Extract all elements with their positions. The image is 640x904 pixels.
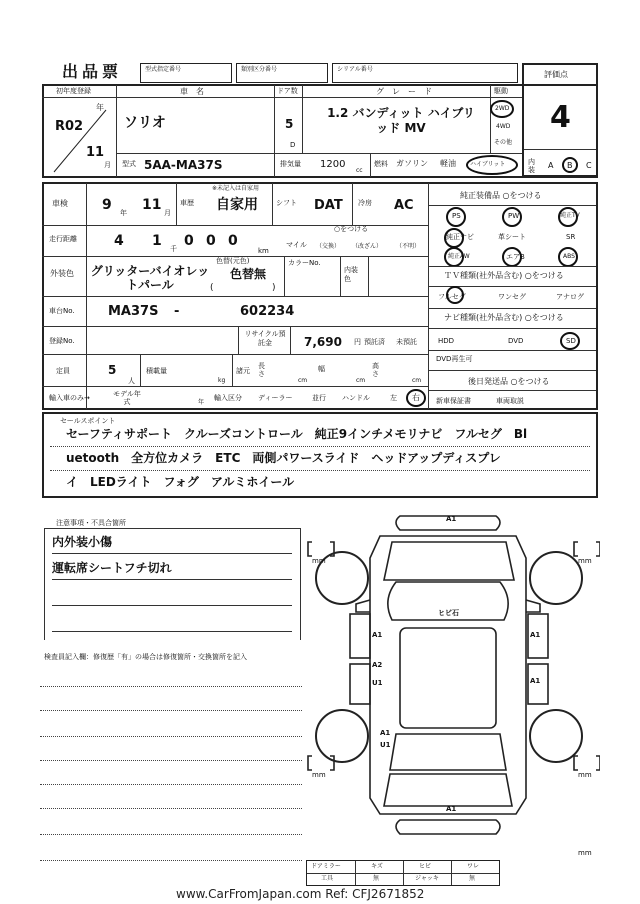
- tv-fullseg: フルセグ: [438, 293, 466, 301]
- load-label: 積載量: [146, 367, 167, 375]
- navi-hdd: HDD: [438, 337, 455, 345]
- mileage-label: 走行距離: [49, 235, 77, 243]
- int-color-label: 内装色: [344, 266, 358, 283]
- mileage-digit: 1: [152, 233, 162, 249]
- drive-2wd: 2WD: [495, 105, 510, 112]
- model-cert-box: [140, 63, 232, 83]
- navi-dvd: DVD: [508, 337, 524, 345]
- interior-a: A: [548, 161, 554, 170]
- inspection-year: 9: [102, 197, 112, 213]
- import-label: 輸入車のみ→: [49, 394, 90, 402]
- fuel-label: 燃料: [374, 160, 388, 168]
- length-label: 長さ: [258, 362, 265, 378]
- inspection-month-unit: 月: [164, 209, 171, 217]
- usage-value: 自家用: [216, 197, 258, 213]
- height-label: 高さ: [372, 362, 379, 378]
- damage-mark: ヒビ石: [438, 609, 459, 617]
- mileage-digit: 0: [228, 233, 238, 249]
- damage-mark: A1: [380, 729, 391, 737]
- chassis-dash: -: [174, 304, 180, 319]
- ac-value: AC: [394, 198, 414, 213]
- inspection-year-unit: 年: [120, 209, 127, 217]
- first-reg-month: 11: [86, 145, 105, 160]
- later-title: 後日発送品 ○をつける: [468, 377, 550, 386]
- equip-aw: 純正AW: [448, 253, 470, 260]
- grade-points-label: 評価点: [544, 70, 568, 79]
- shift-value: DAT: [314, 198, 343, 213]
- equip-navi-circle: [444, 228, 464, 248]
- equip-leather: 革シート: [498, 233, 526, 241]
- capacity-unit: 人: [128, 377, 135, 385]
- grade-value: 1.2 バンディット ハイブリッド MV: [327, 106, 475, 135]
- mileage-exchange: （交換）: [316, 243, 341, 250]
- fuel-hybrid: ハイブリット: [470, 161, 506, 168]
- legend-scratch: キズ: [371, 863, 383, 870]
- recycle-yen: 円: [354, 338, 361, 346]
- fuel-gas: ガソリン: [396, 159, 428, 168]
- reg-no-label: 登録No.: [49, 337, 75, 345]
- navi-sd: SD: [566, 337, 576, 345]
- legend-tool: 工具: [321, 875, 334, 882]
- mm-label: mm: [578, 557, 592, 565]
- handle-left: 左: [390, 394, 397, 402]
- interior-b-circle: [562, 157, 578, 173]
- legend-mirror: ドアミラー: [311, 863, 341, 870]
- recycle-value: 7,690: [304, 335, 342, 349]
- mileage-digit: 0: [184, 233, 194, 249]
- equip-tv-circle: [558, 207, 578, 227]
- equip-aw-circle: [444, 247, 464, 267]
- load-kg: kg: [218, 377, 226, 384]
- vehicle-name: ソリオ: [124, 115, 166, 131]
- model-label: 型式: [122, 160, 136, 168]
- equip-airbag-circle: [502, 247, 522, 267]
- ac-label: 冷房: [358, 199, 372, 207]
- displacement-value: 1200: [320, 159, 346, 170]
- capacity-value: 5: [108, 363, 117, 377]
- damage-mark: A2: [372, 661, 383, 669]
- equip-navi: 純正ナビ: [446, 233, 474, 241]
- inspector-label: 検査員記入欄：修復歴「有」の場合は修復箇所・交換箇所を記入: [44, 653, 247, 661]
- height-cm: cm: [412, 377, 422, 384]
- interior-c: C: [586, 161, 592, 170]
- mileage-thousand: 千: [170, 245, 177, 253]
- doors-suffix: D: [290, 141, 296, 149]
- damage-mark: A1: [446, 805, 457, 813]
- equip-ps-circle: [446, 207, 466, 227]
- mileage-digit: 4: [114, 233, 124, 249]
- handle-right-circle: [406, 389, 426, 407]
- model-cert-label: 型式指定番号: [145, 66, 182, 73]
- legend-dent: ワレ: [467, 863, 480, 870]
- repaint-label: 色替(元色): [216, 257, 250, 265]
- equipment-title: 純正装備品 ○をつける: [460, 191, 542, 200]
- damage-mark: A1: [530, 631, 541, 639]
- equip-pw: PW: [508, 212, 520, 220]
- import-parallel: 並行: [312, 394, 326, 402]
- equip-pw-circle: [502, 207, 522, 227]
- first-reg-label: 初年度登録: [56, 87, 91, 95]
- legend-none: 無: [469, 875, 476, 882]
- length-cm: cm: [298, 377, 308, 384]
- selling-points-label: セールスポイント: [60, 417, 116, 425]
- ext-color-label: 外装色: [50, 269, 74, 278]
- first-reg-month-unit: 月: [104, 161, 111, 169]
- displacement-unit: cc: [356, 167, 363, 174]
- vehicle-name-label: 車 名: [180, 87, 204, 96]
- equip-abs-circle: [558, 247, 578, 267]
- category-label: 類別区分番号: [241, 66, 278, 73]
- mileage-altered: （改ざん）: [352, 243, 383, 250]
- note-line: 運転席シートフチ切れ: [52, 561, 172, 575]
- serial-box: [332, 63, 518, 83]
- displacement-label: 排気量: [280, 160, 301, 168]
- drive-2wd-circle: [490, 100, 514, 118]
- damage-mark: A1: [446, 515, 457, 523]
- damage-mark: A1: [530, 677, 541, 685]
- import-year-label: モデル年式: [113, 390, 141, 406]
- interior-label: 内装: [528, 158, 535, 174]
- later-manual: 車両取説: [496, 397, 524, 405]
- import-dealer: ディーラー: [258, 394, 293, 402]
- car-damage-diagram: [300, 508, 600, 848]
- mm-label: mm: [578, 771, 592, 779]
- equip-airbag: エアB: [506, 253, 525, 261]
- recycle-not-deposited: 未預託: [396, 338, 417, 346]
- mileage-unknown: （不明）: [396, 243, 421, 250]
- handle-right: 右: [412, 393, 420, 402]
- drive-4wd: 4WD: [496, 123, 511, 130]
- tv-fullseg-circle: [446, 286, 464, 304]
- paren-close: ): [272, 283, 276, 293]
- usage-note: ※未記入は自家用: [212, 185, 260, 192]
- drive-other: その他: [494, 139, 513, 146]
- legend-none: 無: [373, 875, 380, 882]
- tv-analog: アナログ: [556, 293, 584, 301]
- page-title: 出品票: [62, 62, 123, 81]
- width-label: 幅: [318, 365, 325, 373]
- chassis-label: 車台No.: [49, 307, 75, 315]
- grade-points-value: 4: [550, 100, 571, 135]
- grade-label: グ レ ー ド: [376, 87, 432, 96]
- import-dist-label: 輸入区分: [214, 394, 242, 402]
- color-no-label: カラーNo.: [288, 259, 321, 267]
- import-year-unit: 年: [198, 399, 205, 406]
- tv-title: ＴＶ種類(社外品含む) ○をつける: [444, 271, 564, 280]
- mm-label: mm: [312, 771, 326, 779]
- fuel-diesel: 軽油: [440, 159, 456, 168]
- chassis-prefix: MA37S: [108, 304, 159, 319]
- equip-ps: PS: [452, 212, 461, 220]
- first-reg-year-unit: 年: [96, 103, 104, 112]
- navi-title: ナビ種類(社外品含む) ○をつける: [444, 313, 564, 322]
- fuel-hybrid-circle: [466, 155, 518, 175]
- ext-color-value: グリッターバイオレットパール: [90, 264, 210, 292]
- capacity-label: 定員: [56, 367, 70, 375]
- repaint-value: 色替無: [230, 267, 267, 281]
- legend-crack: ヒビ: [419, 863, 432, 870]
- tv-oneseg: ワンセグ: [498, 293, 526, 301]
- mileage-circle-label: ○をつける: [334, 225, 369, 233]
- handle-label: ハンドル: [342, 394, 370, 402]
- damage-mark: A1: [372, 631, 383, 639]
- inspection-label: 車検: [52, 199, 68, 208]
- chassis-number: 602234: [240, 304, 295, 319]
- interior-b: B: [567, 161, 573, 170]
- shift-label: シフト: [276, 199, 297, 207]
- category-box: [236, 63, 328, 83]
- first-reg-year: R02: [55, 119, 84, 134]
- navi-sd-circle: [560, 332, 580, 350]
- damage-mark: U1: [380, 741, 391, 749]
- equip-sr: SR: [566, 233, 576, 241]
- doors-value: 5: [285, 117, 294, 131]
- damage-mark: U1: [372, 679, 383, 687]
- doors-label: ドア数: [277, 87, 298, 95]
- paren-open: (: [210, 283, 214, 293]
- notes-label: 注意事項・不具合箇所: [56, 519, 126, 527]
- usage-label: 車歴: [180, 199, 194, 207]
- later-warranty: 新車保証書: [436, 397, 471, 405]
- selling-point-line: イ LEDライト フォグ アルミホイール: [66, 475, 295, 489]
- mile-label: マイル: [286, 241, 307, 249]
- footer-watermark: www.CarFromJapan.com Ref: CFJ2671852: [176, 887, 425, 901]
- selling-point-line: uetooth 全方位カメラ ETC 両側パワースライド ヘッドアップディスプレ: [66, 451, 501, 465]
- width-cm: cm: [356, 377, 366, 384]
- mileage-digit: 0: [206, 233, 216, 249]
- legend-jack: ジャッキ: [415, 875, 439, 882]
- diagram-legend: [306, 860, 500, 886]
- serial-label: シリアル番号: [337, 66, 373, 73]
- equip-tv: 純正TV: [560, 212, 580, 219]
- equip-abs: ABS: [563, 253, 575, 260]
- drive-label: 駆動: [494, 87, 508, 95]
- recycle-label: リサイクル預託金: [244, 330, 286, 347]
- mileage-km: km: [258, 247, 269, 255]
- dvd-label: DVD再生可: [436, 355, 473, 363]
- note-line: 内外装小傷: [52, 535, 113, 549]
- dims-label: 諸元: [236, 367, 250, 375]
- model-value: 5AA-MA37S: [144, 158, 223, 172]
- selling-point-line: セーフティサポート クルーズコントロール 純正9インチメモリナビ フルセグ Bl: [66, 427, 528, 441]
- mm-label: mm: [578, 849, 592, 857]
- mm-label: mm: [312, 557, 326, 565]
- inspection-month: 11: [142, 197, 162, 213]
- recycle-deposited: 預託済: [364, 338, 385, 346]
